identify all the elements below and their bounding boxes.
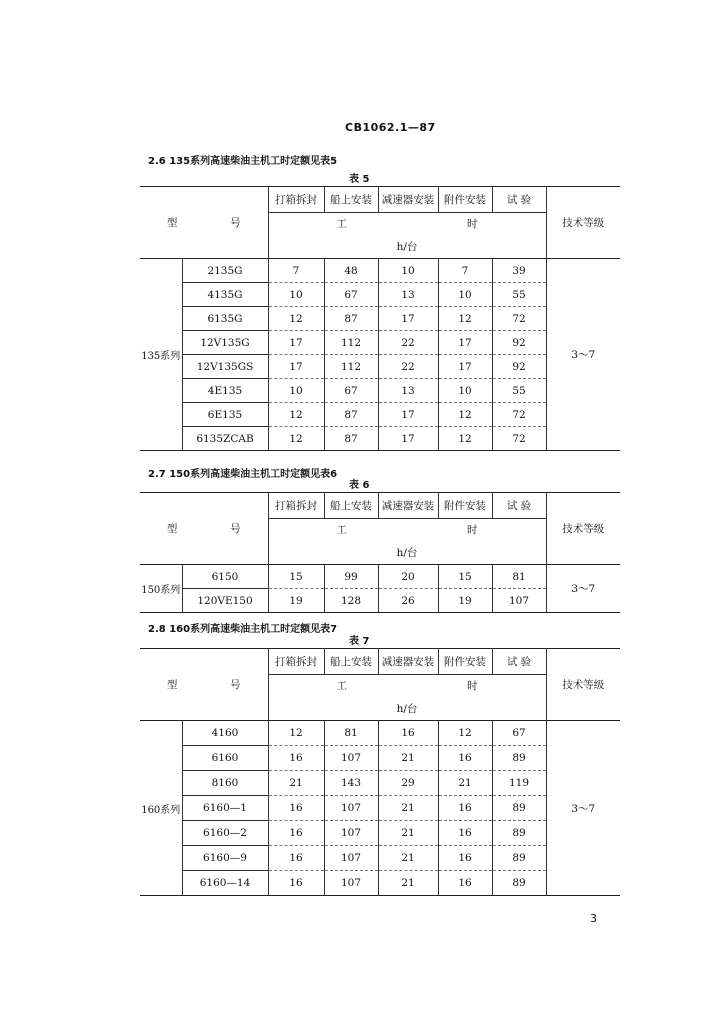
value-cell: 92 (492, 331, 546, 355)
standard-code: CB1062.1—87 (345, 121, 436, 134)
value-cell: 89 (492, 871, 546, 896)
col-unpacking: 打箱拆封 (268, 187, 324, 213)
model-cell: 8160 (182, 771, 268, 796)
table-5 (140, 186, 620, 451)
series-label: 135系列 (140, 259, 182, 451)
model-label: 号 (230, 217, 241, 229)
value-cell: 10 (268, 379, 324, 403)
value-cell: 119 (492, 771, 546, 796)
type-model-header (140, 493, 268, 565)
value-cell: 21 (378, 821, 438, 846)
value-cell: 12 (268, 427, 324, 451)
value-cell: 10 (438, 379, 492, 403)
worktime-header: 工 时 (268, 675, 546, 697)
table-6 (140, 492, 620, 613)
model-cell: 2135G (182, 259, 268, 283)
model-label: 号 (230, 523, 241, 535)
value-cell: 21 (378, 871, 438, 896)
value-cell: 22 (378, 355, 438, 379)
model-cell: 6135G (182, 307, 268, 331)
col-test: 试 验 (492, 649, 546, 675)
series-label: 150系列 (140, 565, 182, 613)
value-cell: 112 (324, 355, 378, 379)
table-6-caption: 表 6 (349, 480, 370, 491)
value-cell: 87 (324, 403, 378, 427)
model-cell: 12V135GS (182, 355, 268, 379)
value-cell: 16 (268, 871, 324, 896)
value-cell: 10 (438, 283, 492, 307)
value-cell: 128 (324, 589, 378, 613)
value-cell: 21 (378, 796, 438, 821)
type-label: 型 (166, 217, 178, 229)
grade-cell: 3～7 (546, 565, 620, 613)
value-cell: 16 (438, 796, 492, 821)
value-cell: 55 (492, 379, 546, 403)
value-cell: 67 (324, 283, 378, 307)
model-cell: 4160 (182, 721, 268, 746)
value-cell: 19 (438, 589, 492, 613)
value-cell: 16 (268, 846, 324, 871)
value-cell: 72 (492, 307, 546, 331)
model-cell: 6160—1 (182, 796, 268, 821)
col-accessory-install: 附件安装 (438, 649, 492, 675)
value-cell: 15 (268, 565, 324, 589)
value-cell: 10 (268, 283, 324, 307)
value-cell: 67 (324, 379, 378, 403)
value-cell: 72 (492, 403, 546, 427)
section-heading-2-8: 2.8 160系列高速柴油主机工时定额见表7 (148, 624, 338, 635)
value-cell: 16 (268, 746, 324, 771)
type-label: 型 (166, 523, 178, 535)
value-cell: 107 (492, 589, 546, 613)
value-cell: 55 (492, 283, 546, 307)
model-cell: 6E135 (182, 403, 268, 427)
worktime-header: 工 时 (268, 519, 546, 541)
value-cell: 17 (378, 403, 438, 427)
value-cell: 16 (438, 746, 492, 771)
value-cell: 13 (378, 379, 438, 403)
col-reducer-install: 减速器安装 (378, 493, 438, 519)
value-cell: 12 (268, 403, 324, 427)
value-cell: 143 (324, 771, 378, 796)
value-cell: 15 (438, 565, 492, 589)
series-label: 160系列 (140, 721, 182, 896)
model-cell: 6135ZCAB (182, 427, 268, 451)
value-cell: 16 (268, 796, 324, 821)
value-cell: 87 (324, 307, 378, 331)
table-7-caption: 表 7 (349, 636, 370, 647)
value-cell: 81 (324, 721, 378, 746)
value-cell: 17 (378, 307, 438, 331)
col-onboard-install: 船上安装 (324, 187, 378, 213)
value-cell: 89 (492, 796, 546, 821)
value-cell: 16 (438, 821, 492, 846)
value-cell: 10 (378, 259, 438, 283)
col-accessory-install: 附件安装 (438, 187, 492, 213)
col-onboard-install: 船上安装 (324, 493, 378, 519)
value-cell: 16 (438, 846, 492, 871)
value-cell: 107 (324, 821, 378, 846)
value-cell: 7 (268, 259, 324, 283)
col-test: 试 验 (492, 493, 546, 519)
value-cell: 21 (378, 746, 438, 771)
model-cell: 6160—14 (182, 871, 268, 896)
type-model-header (140, 187, 268, 259)
value-cell: 21 (268, 771, 324, 796)
model-cell: 12V135G (182, 331, 268, 355)
grade-cell: 3～7 (546, 259, 620, 451)
grade-header: 技术等级 (546, 187, 620, 259)
col-unpacking: 打箱拆封 (268, 649, 324, 675)
value-cell: 112 (324, 331, 378, 355)
value-cell: 72 (492, 427, 546, 451)
grade-header: 技术等级 (546, 493, 620, 565)
worktime-header: 工 时 (268, 213, 546, 235)
value-cell: 92 (492, 355, 546, 379)
col-accessory-install: 附件安装 (438, 493, 492, 519)
value-cell: 107 (324, 796, 378, 821)
col-unpacking: 打箱拆封 (268, 493, 324, 519)
value-cell: 89 (492, 846, 546, 871)
value-cell: 20 (378, 565, 438, 589)
section-heading-2-7: 2.7 150系列高速柴油主机工时定额见表6 (148, 469, 338, 480)
value-cell: 17 (268, 355, 324, 379)
model-cell: 4135G (182, 283, 268, 307)
model-cell: 6160—9 (182, 846, 268, 871)
value-cell: 81 (492, 565, 546, 589)
value-cell: 17 (438, 331, 492, 355)
value-cell: 89 (492, 746, 546, 771)
unit-header: h/台 (268, 235, 546, 259)
model-cell: 6150 (182, 565, 268, 589)
value-cell: 17 (438, 355, 492, 379)
value-cell: 89 (492, 821, 546, 846)
page-number: 3 (590, 912, 597, 925)
col-reducer-install: 减速器安装 (378, 649, 438, 675)
value-cell: 12 (438, 721, 492, 746)
value-cell: 17 (378, 427, 438, 451)
value-cell: 17 (268, 331, 324, 355)
value-cell: 87 (324, 427, 378, 451)
unit-header: h/台 (268, 697, 546, 721)
value-cell: 12 (268, 307, 324, 331)
value-cell: 7 (438, 259, 492, 283)
value-cell: 22 (378, 331, 438, 355)
value-cell: 107 (324, 846, 378, 871)
value-cell: 21 (378, 846, 438, 871)
value-cell: 12 (268, 721, 324, 746)
unit-header: h/台 (268, 541, 546, 565)
value-cell: 39 (492, 259, 546, 283)
value-cell: 29 (378, 771, 438, 796)
col-test: 试 验 (492, 187, 546, 213)
value-cell: 12 (438, 403, 492, 427)
model-label: 号 (230, 679, 241, 691)
model-cell: 6160—2 (182, 821, 268, 846)
value-cell: 107 (324, 746, 378, 771)
value-cell: 67 (492, 721, 546, 746)
value-cell: 16 (268, 821, 324, 846)
col-reducer-install: 减速器安装 (378, 187, 438, 213)
value-cell: 19 (268, 589, 324, 613)
section-heading-2-6: 2.6 135系列高速柴油主机工时定额见表5 (148, 156, 338, 167)
grade-header: 技术等级 (546, 649, 620, 721)
value-cell: 48 (324, 259, 378, 283)
model-cell: 4E135 (182, 379, 268, 403)
value-cell: 99 (324, 565, 378, 589)
value-cell: 12 (438, 427, 492, 451)
value-cell: 13 (378, 283, 438, 307)
type-model-header (140, 649, 268, 721)
type-label: 型 (166, 679, 178, 691)
value-cell: 107 (324, 871, 378, 896)
value-cell: 16 (438, 871, 492, 896)
model-cell: 6160 (182, 746, 268, 771)
table-7 (140, 648, 620, 896)
table-5-caption: 表 5 (349, 174, 370, 185)
col-onboard-install: 船上安装 (324, 649, 378, 675)
value-cell: 12 (438, 307, 492, 331)
grade-cell: 3～7 (546, 721, 620, 896)
value-cell: 26 (378, 589, 438, 613)
value-cell: 16 (378, 721, 438, 746)
value-cell: 21 (438, 771, 492, 796)
model-cell: 120VE150 (182, 589, 268, 613)
